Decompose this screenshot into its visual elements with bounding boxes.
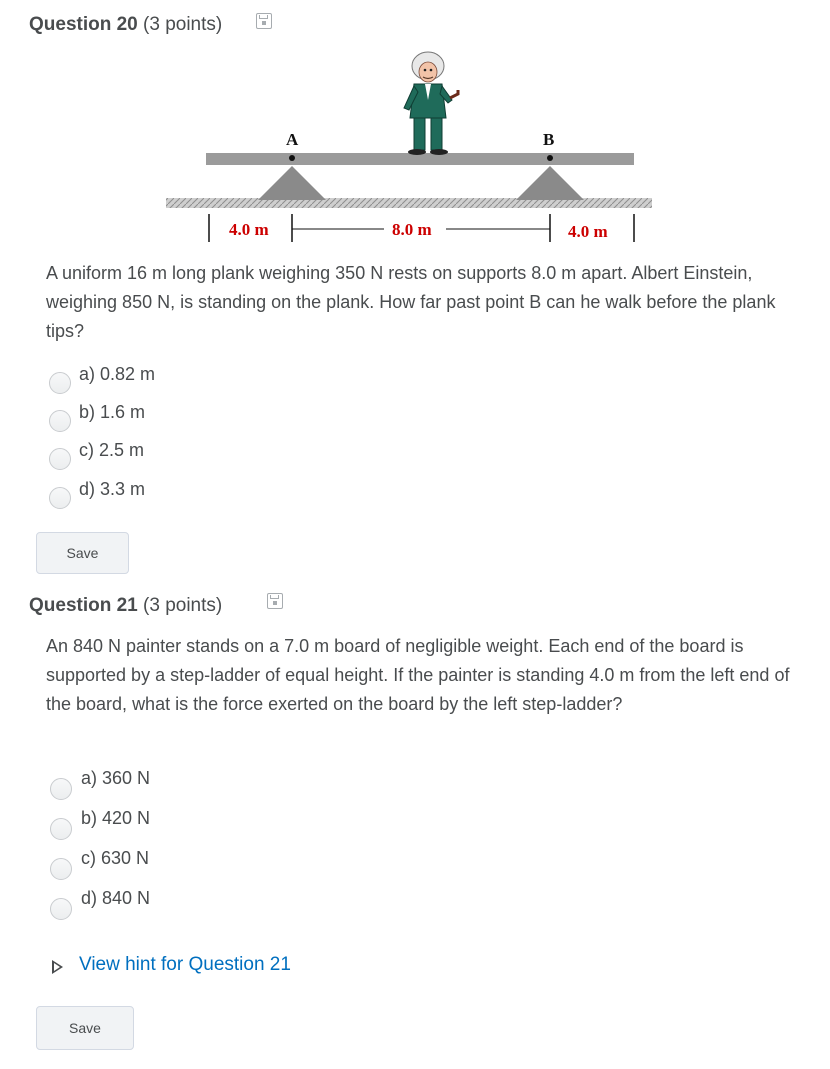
floppy-disk-icon: [267, 593, 283, 609]
question-points: (3 points): [143, 14, 223, 35]
option-label: c) 630 N: [81, 848, 150, 868]
dim-right-label: 4.0 m: [568, 222, 608, 241]
radio-button[interactable]: [50, 778, 72, 800]
radio-button[interactable]: [50, 858, 72, 880]
hint-link[interactable]: View hint for Question 21: [79, 954, 291, 975]
question-number: Question 20: [29, 14, 138, 35]
support-a: [258, 166, 326, 200]
radio-button[interactable]: [50, 818, 72, 840]
radio-button[interactable]: [49, 487, 71, 509]
dim-middle-label: 8.0 m: [392, 220, 432, 239]
hint-toggle[interactable]: [50, 952, 320, 980]
save-button[interactable]: Save: [36, 1006, 134, 1050]
pivot-a-dot: [289, 155, 295, 161]
save-button[interactable]: Save: [36, 532, 129, 574]
dim-left-label: 4.0 m: [229, 220, 269, 239]
radio-button[interactable]: [49, 410, 71, 432]
option-label: a) 360 N: [81, 768, 151, 788]
question-21-stem: An 840 N painter stands on a 7.0 m board of negligible weight. Each end of the board is supported by a step-ladder of equal height. If the painter is standing 4.0 m from the left end of the board, what is the force exerted on the board by the left step-ladder?: [46, 636, 790, 714]
pivot-b-dot: [547, 155, 553, 161]
triangle-right-icon-inner: [54, 963, 60, 971]
question-21-title: [29, 595, 222, 617]
option-label: a) 0.82 m: [79, 364, 156, 384]
option-label: b) 1.6 m: [79, 402, 146, 422]
option-label: d) 840 N: [81, 888, 151, 908]
label-b: B: [543, 130, 555, 149]
radio-button[interactable]: [49, 372, 71, 394]
plank-diagram: [0, 0, 830, 260]
question-number: Question 21: [29, 595, 138, 616]
option-label: d) 3.3 m: [79, 479, 146, 499]
option-label: b) 420 N: [81, 808, 151, 828]
radio-button[interactable]: [50, 898, 72, 920]
einstein-figure: [404, 52, 458, 155]
support-b: [516, 166, 584, 200]
radio-button[interactable]: [49, 448, 71, 470]
question-20-stem: A uniform 16 m long plank weighing 350 N rests on supports 8.0 m apart. Albert Einstein, weighing 850 N, is standing on the plank. How far past point B can he walk before the plank tips?: [46, 263, 776, 341]
question-points: (3 points): [143, 595, 223, 616]
option-label: c) 2.5 m: [79, 440, 145, 460]
label-a: A: [286, 130, 299, 149]
